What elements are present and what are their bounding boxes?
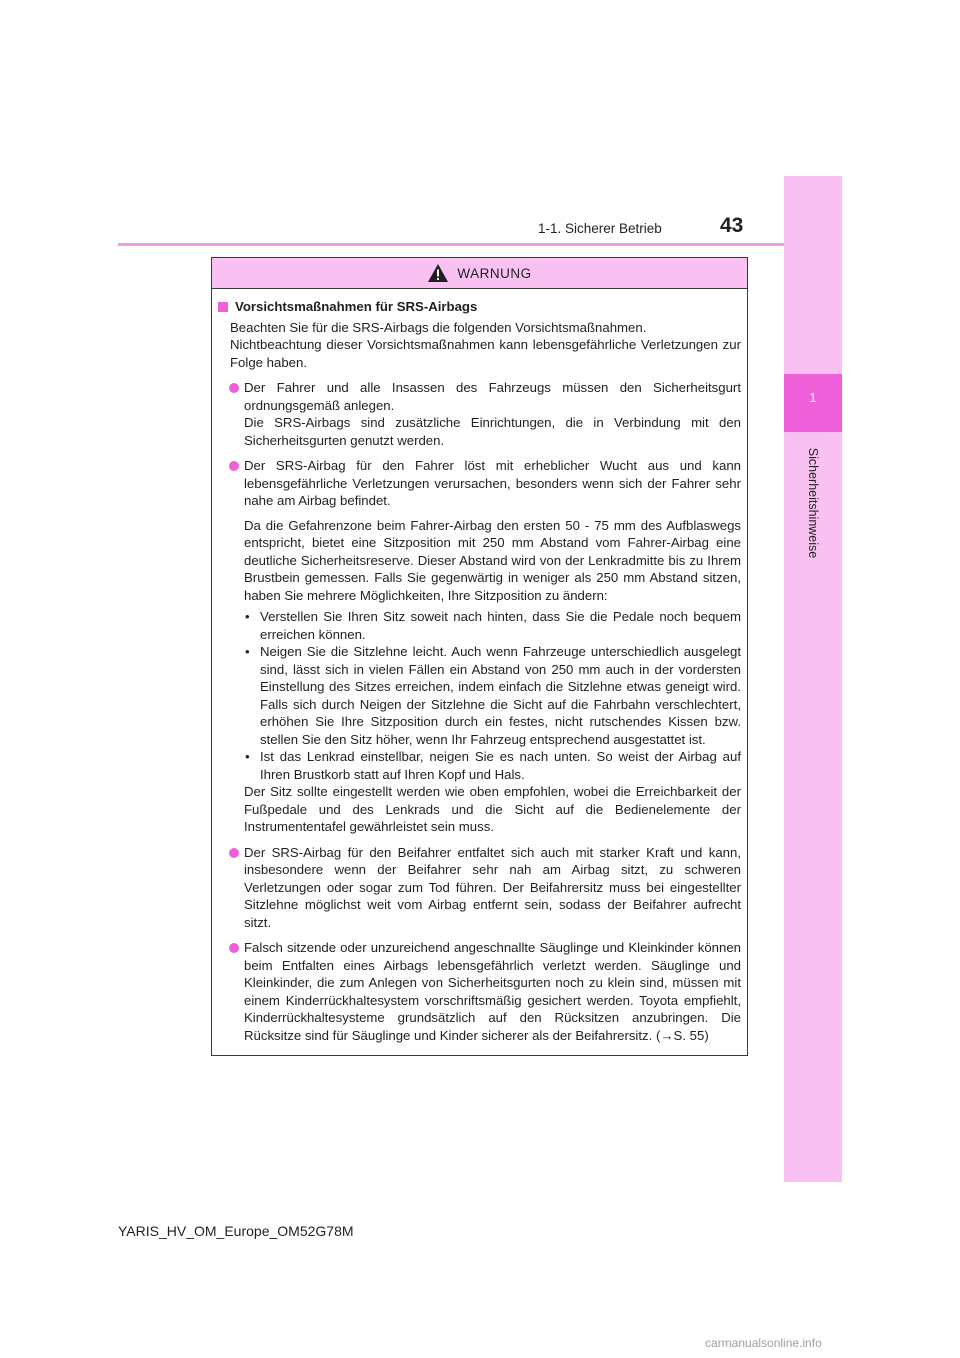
bullet-item — [218, 939, 741, 1044]
page-number: 43 — [720, 214, 744, 237]
circle-bullet-icon — [229, 383, 239, 393]
subheading-text: Vorsichtsmaßnahmen für SRS-Airbags — [235, 299, 478, 314]
warning-box — [211, 257, 748, 1056]
circle-bullet-icon — [229, 848, 239, 858]
section-title: 1-1. Sicherer Betrieb — [538, 221, 662, 236]
circle-bullet-icon — [229, 461, 239, 471]
bullet-text: Der SRS-Airbag für den Fahrer löst mit erheblicher Wucht aus und kann lebensgefährliche Verletzungen verursachen, besonders wenn sich der Fahrer sehr nahe am Airbag befindet. — [244, 458, 741, 508]
sub-list-item: • Neigen Sie die Sitzlehne leicht. Auch wenn Fahrzeuge unterschiedlich ausgelegt sind, lässt sich in vielen Fällen ein Abstand von 250 mm auch in der vordersten Einstellung des Sitzes erreichen, indem einfach die Sitzlehne etwas geneigt wird. Falls sich durch Neigen der Sitzlehne die Sicht auf die Fahrbahn verschlechtert, erhöhen Sie Ihre Sitzposition durch ein festes, nicht rutschendes Kissen bzw. stellen Sie den Sitz höher, wenn Ihr Fahrzeug entsprechend ausgestattet ist. — [244, 643, 741, 748]
warning-subheading — [218, 298, 741, 316]
bullet-item — [218, 844, 741, 932]
bullet-text: Der SRS-Airbag für den Beifahrer entfaltet sich auch mit starker Kraft und kann, insbesondere wenn der Beifahrer sehr nah am Airbag sitzt, zu schweren Verletzungen oder sogar zum Tod führen. Der Beifahrersitz muss bei eingestellter Sitzlehne möglichst weit vom Airbag entfernt sein, sodass der Beifahrer aufrecht sitzt. — [244, 844, 741, 930]
side-tab — [784, 176, 842, 1182]
warning-body — [212, 289, 747, 1044]
warning-title: WARNUNG — [457, 265, 532, 281]
document-id: YARIS_HV_OM_Europe_OM52G78M — [118, 1223, 354, 1239]
bullet-closing: Der Sitz sollte eingestellt werden wie oben empfohlen, wobei die Erreichbarkeit der Fußpedale und des Lenkrads und die Sicht auf die Bedienelemente der Instrumententafel gewährleistet sein muss. — [244, 784, 741, 834]
circle-bullet-icon — [229, 943, 239, 953]
sub-list-item: • Verstellen Sie Ihren Sitz soweit nach hinten, dass Sie die Pedale noch bequem erreichen können. — [244, 608, 741, 643]
intro-line: Beachten Sie für die SRS-Airbags die folgenden Vorsichtsmaßnahmen. — [230, 319, 647, 335]
intro-line: Nichtbeachtung dieser Vorsichtsmaßnahmen kann lebensgefährliche Verletzungen zur Folge haben. — [230, 337, 741, 370]
bullet-item — [218, 457, 741, 836]
watermark: carmanualsonline.info — [705, 1336, 822, 1350]
sub-list-item: • Ist das Lenkrad einstellbar, neigen Sie es nach unten. So weist der Airbag auf Ihren Brustkorb statt auf Ihren Kopf und Hals. — [244, 748, 741, 783]
bullet-text: Die SRS-Airbags sind zusätzliche Einrichtungen, die in Verbindung mit den Sicherheitsgurten genutzt werden. — [244, 415, 741, 448]
chapter-label: Sicherheitshinweise — [806, 447, 820, 559]
square-marker-icon — [218, 302, 228, 312]
warning-triangle-icon — [427, 263, 449, 283]
bullet-text: Der Fahrer und alle Insassen des Fahrzeugs müssen den Sicherheitsgurt ordnungsgemäß anlegen. — [244, 380, 741, 413]
header-rule — [118, 243, 784, 246]
bullet-paragraph: Da die Gefahrenzone beim Fahrer-Airbag den ersten 50 - 75 mm des Aufblaswegs entspricht, bietet eine Sitzposition mit 250 mm Abstand vom Fahrer-Airbag eine deutliche Sicherheitsreserve. Dieser Abstand wird von der Lenkradmitte bis zu Ihrem Brustbein gemessen. Falls Sie gegenwärtig in weniger als 250 mm Abstand sitzen, haben Sie mehrere Möglichkeiten, Ihre Sitzposition zu ändern: — [244, 517, 741, 603]
sub-list — [244, 608, 741, 783]
warning-intro — [218, 319, 741, 372]
chapter-number: 1 — [809, 390, 817, 405]
bullet-text: Falsch sitzende oder unzureichend angeschnallte Säuglinge und Kleinkinder können beim Entfalten eines Airbags lebensgefährlich verletzt werden. Säuglinge und Kleinkinder, die zum Anlegen von Sicherheitsgurten noch zu klein sind, müssen mit einem Kinderrückhaltesystem vorschriftsmäßig gesichert werden. Toyota empfiehlt, Kinderrückhaltesysteme grundsätzlich auf den Rücksitzen anzubringen. Die Rücksitze sind für Säuglinge und Kinder sicherer als der Beifahrersitz. (→S. 55) — [244, 940, 741, 1043]
bullet-item — [218, 379, 741, 449]
warning-header — [212, 258, 747, 289]
